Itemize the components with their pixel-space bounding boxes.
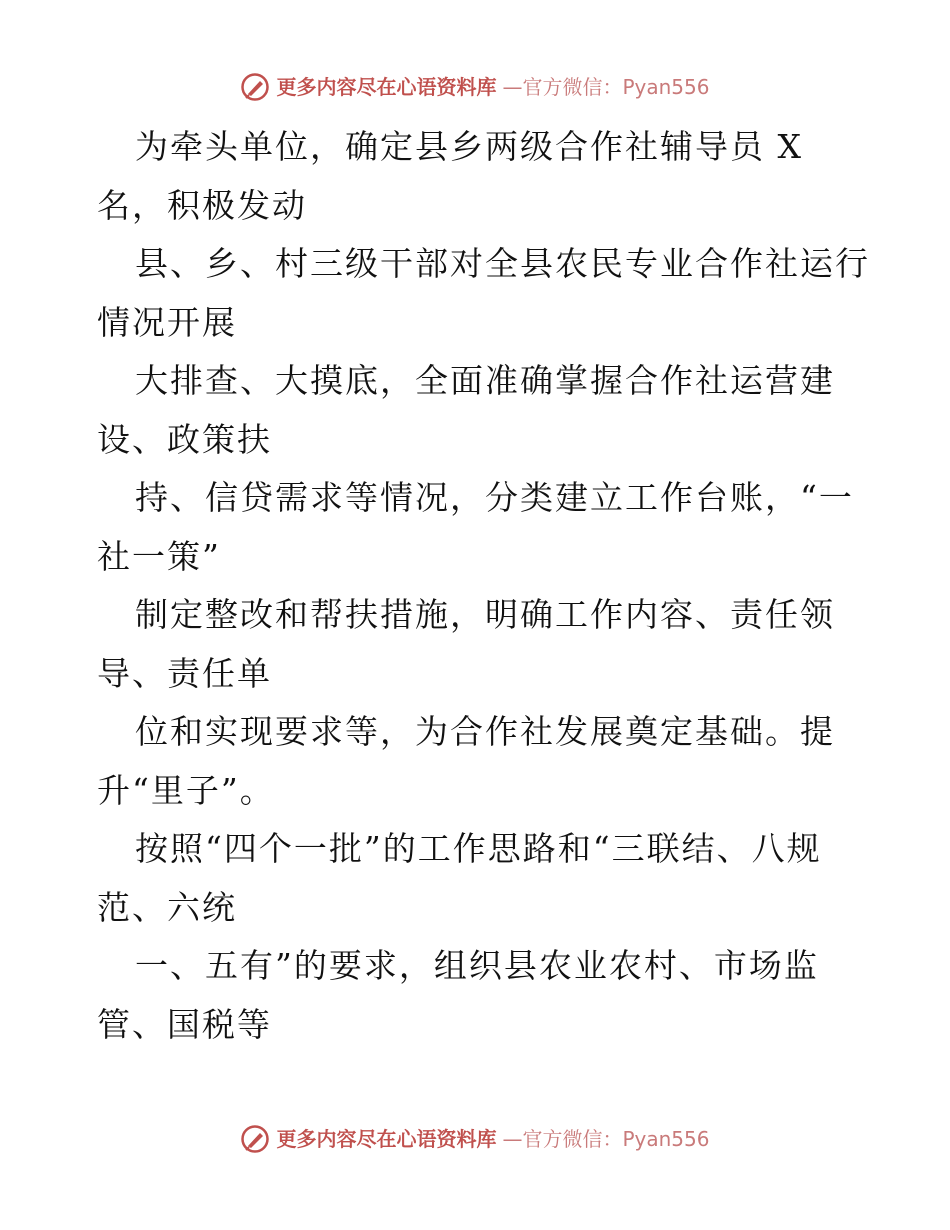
- watermark-contact-text: —官方微信：Pyan556: [502, 75, 710, 99]
- body-line: 持、信贷需求等情况，分类建立工作台账，“一: [135, 478, 854, 517]
- body-line: 导、责任单: [97, 653, 272, 693]
- page-header-watermark: [0, 72, 950, 102]
- body-line: 一、五有”的要求，组织县农业农村、市场监: [135, 946, 819, 985]
- document-body: [97, 118, 870, 1054]
- body-line: 设、政策扶: [97, 419, 272, 459]
- body-line: 按照“四个一批”的工作思路和“三联结、八规: [135, 829, 822, 868]
- body-line: 升“里子”。: [97, 770, 275, 810]
- watermark-contact-text: —官方微信：Pyan556: [502, 1127, 710, 1151]
- body-line: 情况开展: [97, 302, 237, 342]
- watermark-brand-text: 更多内容尽在心语资料库: [276, 75, 497, 99]
- body-line: 制定整改和帮扶措施，明确工作内容、责任领: [135, 595, 835, 634]
- body-line: 管、国税等: [97, 1004, 272, 1044]
- page-footer-watermark: [0, 1124, 950, 1154]
- quill-logo-icon: [240, 1124, 270, 1154]
- watermark-brand-text: 更多内容尽在心语资料库: [276, 1127, 497, 1151]
- body-line: 大排查、大摸底，全面准确掌握合作社运营建: [135, 361, 835, 400]
- body-line: 社一策”: [97, 536, 221, 576]
- body-line: 为牵头单位，确定县乡两级合作社辅导员 X: [135, 127, 803, 166]
- quill-logo-icon: [240, 72, 270, 102]
- body-line: 范、六统: [97, 887, 237, 927]
- body-line: 县、乡、村三级干部对全县农民专业合作社运行: [135, 244, 870, 283]
- body-line: 名，积极发动: [97, 185, 307, 225]
- body-line: 位和实现要求等，为合作社发展奠定基础。提: [135, 712, 835, 751]
